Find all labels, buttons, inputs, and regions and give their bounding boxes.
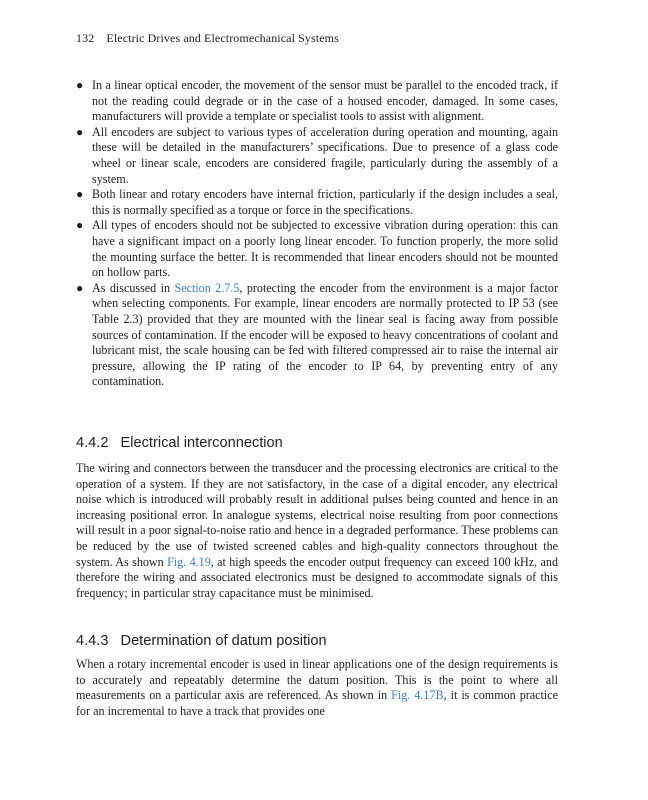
bullet-text-before: As discussed in <box>92 280 175 295</box>
bullet-text: In a linear optical encoder, the movement of the sensor must be parallel to the encoded track, if not the reading could degrade or in the case of a housed encoder, damaged. In some cases, manufacturers will provide a template or specialist tools to assist with alignment. <box>92 78 558 124</box>
list-item <box>76 218 558 280</box>
running-header <box>76 31 339 46</box>
figure-link[interactable]: Fig. 4.19 <box>167 554 211 569</box>
bullet-text: All encoders are subject to various types of acceleration during operation and mounting, again these will be detailed in the manufacturers’ specifications. Due to presence of a glass code wheel or linear scale, encoders are considered fragile, particularly during the assembly of a system. <box>92 124 558 186</box>
section-heading-4-4-3 <box>76 633 327 649</box>
section-title: Electrical interconnection <box>120 435 283 451</box>
paragraph-text-after: , it is common practice for an incremental to have a track that provides one <box>76 688 558 718</box>
bullet-icon: ● <box>76 280 84 295</box>
list-item <box>76 281 558 390</box>
bullet-icon: ● <box>76 124 84 139</box>
bullet-text-after: , protecting the encoder from the environment is a major factor when selecting components. For example, linear encoders are normally protected to IP 53 (see Table 2.3) provided that they are mounted with the linear seal is facing away from possible sources of contamination. If the encoder will be exposed to heavy concentrations of coolant and lubricant mist, the scale housing can be fed with filtered compressed air to raise the internal air pressure, allowing the IP rating of the encoder to IP 64, by preventing entry of any contamination. <box>92 280 558 389</box>
paragraph-text-before: When a rotary incremental encoder is used in linear applications one of the design requirements is to accurately and repeatably determine the datum position. This is the point to where all measurements on a particular axis are referenced. As shown in <box>76 657 558 703</box>
paragraph-text-after: , at high speeds the encoder output frequency can exceed 100 kHz, and therefore the wiring and associated electronics must be designed to accommodate signals of this frequency; in particular stray capacitance must be minimised. <box>76 554 558 600</box>
bullet-icon: ● <box>76 187 84 202</box>
section-number: 4.4.3 <box>76 633 109 649</box>
bullet-text: Both linear and rotary encoders have internal friction, particularly if the design includes a seal, this is normally specified as a torque or force in the specifications. <box>92 187 558 217</box>
bullet-list <box>76 78 558 390</box>
list-item <box>76 125 558 187</box>
section-heading-4-4-2 <box>76 435 283 451</box>
section-link[interactable]: Section 2.7.5 <box>174 280 240 295</box>
section-title: Determination of datum position <box>120 633 327 649</box>
list-item <box>76 187 558 218</box>
figure-link[interactable]: Fig. 4.17B <box>391 688 444 703</box>
bullet-icon: ● <box>76 218 84 233</box>
section-number: 4.4.2 <box>76 435 109 451</box>
bullet-text: All types of encoders should not be subjected to excessive vibration during operation: this can have a significant impact on a poorly long linear encoder. To function properly, the more solid the mounting surface the better. It is recommended that linear encoders should not be mounted on hollow parts. <box>92 218 558 280</box>
paragraph-text-before: The wiring and connectors between the transducer and the processing electronics are critical to the operation of a system. If they are not satisfactory, in the case of a digital encoder, any electrical noise which is introduced will probably result in additional pulses being counted and hence in an increasing positional error. In analogue systems, electrical noise resulting from poor connections will result in a poor signal-to-noise ratio and hence in a degraded performance. These problems can be reduced by the use of twisted screened cables and high-quality connectors throughout the system. As shown <box>76 461 558 569</box>
paragraph-electrical-interconnection <box>76 461 558 601</box>
book-title: Electric Drives and Electromechanical Systems <box>106 31 339 45</box>
page-number: 132 <box>76 31 95 45</box>
paragraph-datum-position <box>76 657 558 719</box>
bullet-icon: ● <box>76 78 84 92</box>
list-item <box>76 78 558 125</box>
